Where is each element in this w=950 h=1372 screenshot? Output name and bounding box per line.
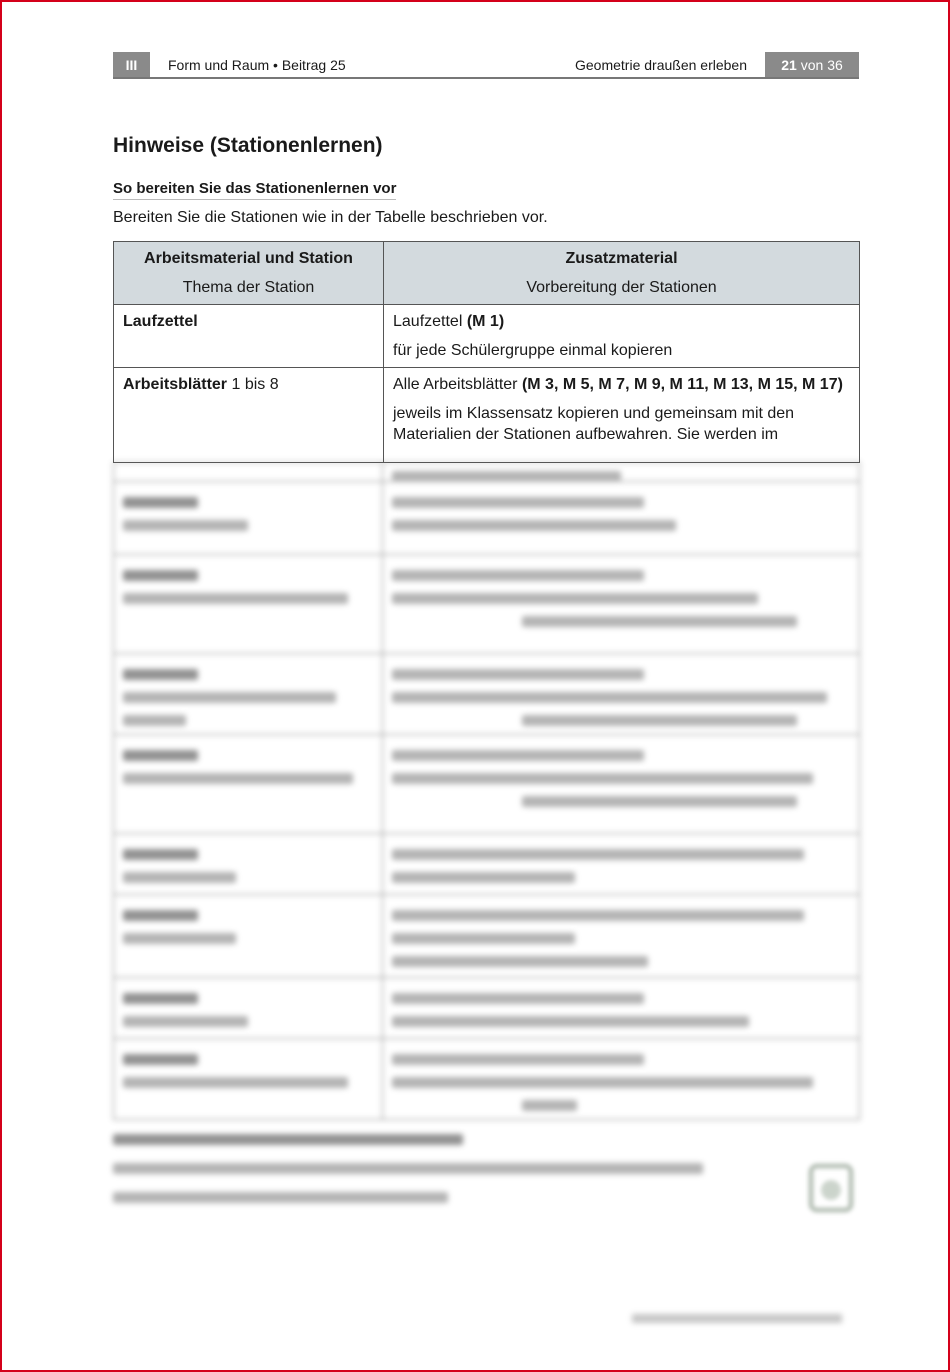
header-left-text: Form und Raum • Beitrag 25 bbox=[168, 56, 346, 73]
table-row bbox=[114, 305, 860, 368]
table-cell bbox=[384, 305, 860, 368]
cell-label: Arbeitsblätter bbox=[123, 376, 228, 393]
col1-subheading: Thema der Station bbox=[182, 279, 315, 296]
table-row bbox=[114, 368, 860, 463]
cd-icon bbox=[805, 1160, 857, 1216]
cell-note: für jede Schülergruppe einmal kopieren bbox=[393, 342, 673, 359]
table-header-col2 bbox=[384, 242, 860, 305]
blurred-footer bbox=[632, 1314, 842, 1323]
page-current: 21 bbox=[781, 56, 797, 73]
table-cell bbox=[384, 368, 860, 463]
header-middle-text: Geometrie draußen erleben bbox=[575, 56, 747, 73]
section-subtitle: So bereiten Sie das Stationenlernen vor bbox=[113, 180, 396, 200]
stations-table bbox=[113, 241, 860, 463]
page-total: von 36 bbox=[800, 56, 843, 73]
col1-heading: Arbeitsmaterial und Station bbox=[144, 250, 353, 267]
page-title: Hinweise (Stationenlernen) bbox=[113, 134, 383, 157]
cell-label: Laufzettel bbox=[123, 313, 198, 330]
table-cell bbox=[114, 305, 384, 368]
cell-text: 1 bis 8 bbox=[227, 376, 279, 393]
section-badge: III bbox=[113, 52, 150, 77]
cell-text: Laufzettel bbox=[393, 313, 467, 330]
table-header-col1 bbox=[114, 242, 384, 305]
cell-note: jeweils im Klassensatz kopieren und gemeinsam mit den Materialien der Stationen aufbewahren. Sie werden im bbox=[393, 405, 795, 443]
page-number-badge bbox=[765, 52, 859, 77]
intro-text: Bereiten Sie die Stationen wie in der Tabelle beschrieben vor. bbox=[113, 209, 548, 226]
blurred-notes bbox=[113, 1134, 703, 1221]
cell-text: Alle Arbeitsblätter bbox=[393, 376, 522, 393]
page-header bbox=[113, 52, 859, 79]
table-header-row bbox=[114, 242, 860, 305]
cell-bold-text: (M 1) bbox=[466, 313, 505, 330]
cell-bold-text: (M 3, M 5, M 7, M 9, M 11, M 13, M 15, M 17) bbox=[521, 376, 843, 393]
col2-heading: Zusatzmaterial bbox=[565, 250, 678, 267]
blurred-table-section bbox=[113, 462, 860, 1222]
col2-subheading: Vorbereitung der Stationen bbox=[526, 279, 717, 296]
table-cell bbox=[114, 368, 384, 463]
